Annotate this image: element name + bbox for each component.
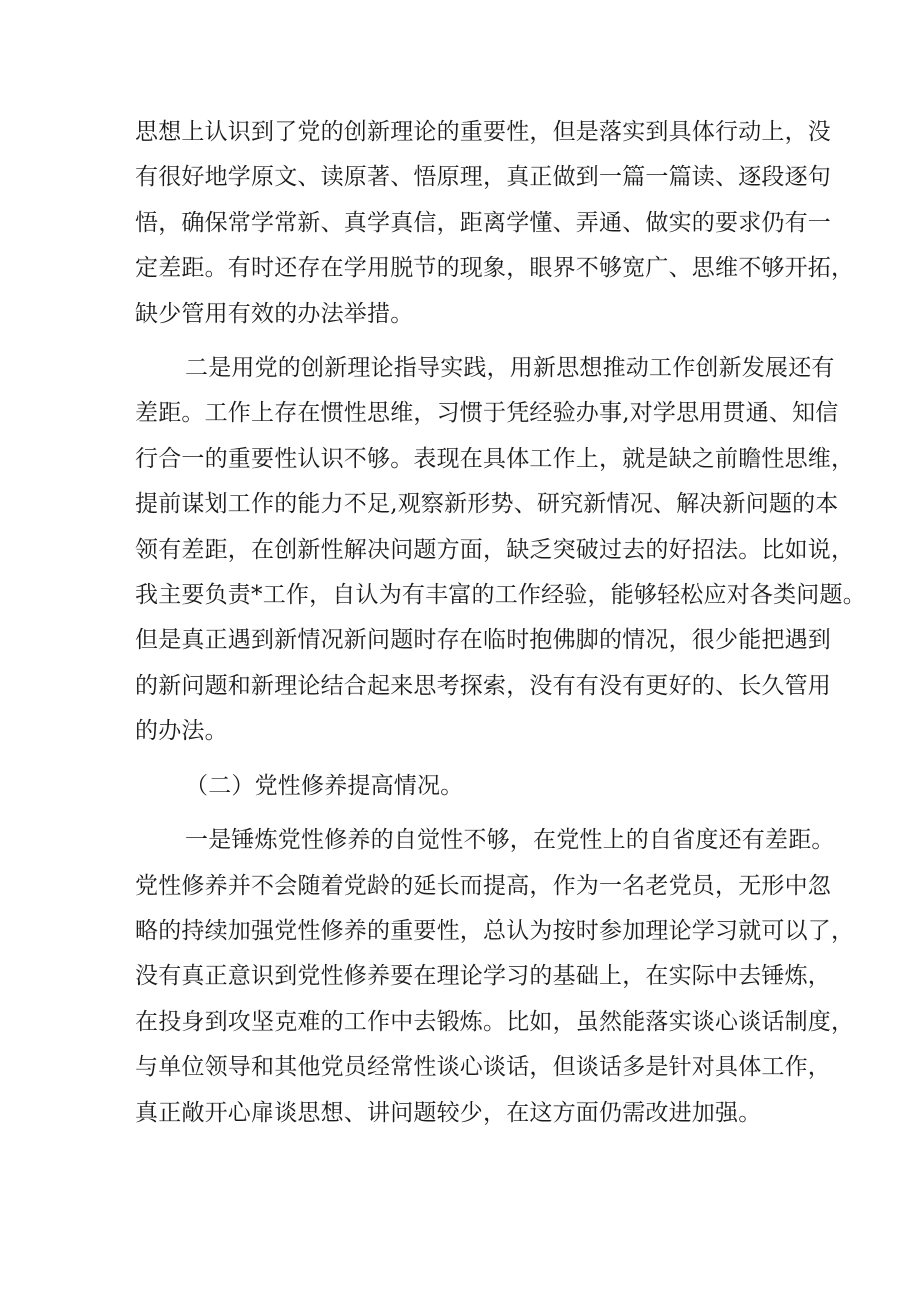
text-line: 略的持续加强党性修养的重要性，总认为按时参加理论学习就可以了，	[135, 917, 855, 944]
text-line: 真正敞开心扉谈思想、讲问题较少，在这方面仍需改进加强。	[135, 1099, 762, 1126]
text-line: 提前谋划工作的能力不足,观察新形势、研究新情况、解决新问题的本	[135, 491, 839, 518]
text-line: 定差距。有时还存在学用脱节的现象，眼界不够宽广、思维不够开拓，	[135, 255, 855, 282]
text-line: 领有差距，在创新性解决问题方面，缺乏突破过去的好招法。比如说，	[135, 536, 855, 563]
paragraph-2	[135, 346, 866, 755]
text-line: 没有真正意识到党性修养要在理论学习的基础上，在实际中去锤炼，	[135, 963, 831, 990]
paragraph-1	[135, 110, 855, 337]
text-line: 但是真正遇到新情况新问题时存在临时抱佛脚的情况，很少能把遇到	[135, 627, 831, 654]
text-line: 悟，确保常学常新、真学真信，距离学懂、弄通、做实的要求仍有一	[135, 209, 831, 236]
text-line: 行合一的重要性认识不够。表现在具体工作上，就是缺之前瞻性思维，	[135, 445, 855, 472]
text-line: 差距。工作上存在惯性思维，习惯于凭经验办事,对学思用贯通、知信	[135, 400, 839, 427]
text-line: 我主要负责*工作，自认为有丰富的工作经验，能够轻松应对各类问题。	[135, 582, 866, 609]
text-line: 党性修养并不会随着党龄的延长而提高，作为一名老党员，无形中忽	[135, 872, 831, 899]
section-heading-text: （二）党性修养提高情况。	[185, 772, 464, 799]
text-line: 有很好地学原文、读原著、悟原理，真正做到一篇一篇读、逐段逐句	[135, 164, 831, 191]
paragraph-4	[135, 818, 855, 1136]
text-line: 与单位领导和其他党员经常性谈心谈话，但谈话多是针对具体工作，	[135, 1054, 831, 1081]
section-heading	[135, 764, 815, 809]
text-line: 思想上认识到了党的创新理论的重要性，但是落实到具体行动上，没	[135, 119, 831, 145]
text-line: 缺少管用有效的办法举措。	[135, 300, 414, 327]
text-line: 的办法。	[135, 718, 228, 745]
text-line: 二是用党的创新理论指导实践，用新思想推动工作创新发展还有	[185, 355, 835, 382]
text-line: 的新问题和新理论结合起来思考探索，没有有没有更好的、长久管用	[135, 672, 831, 699]
text-line: 一是锤炼党性修养的自觉性不够，在党性上的自省度还有差距。	[185, 827, 835, 854]
text-line: 在投身到攻坚克难的工作中去锻炼。比如，虽然能落实谈心谈话制度，	[135, 1008, 855, 1035]
document-body	[135, 110, 866, 1145]
